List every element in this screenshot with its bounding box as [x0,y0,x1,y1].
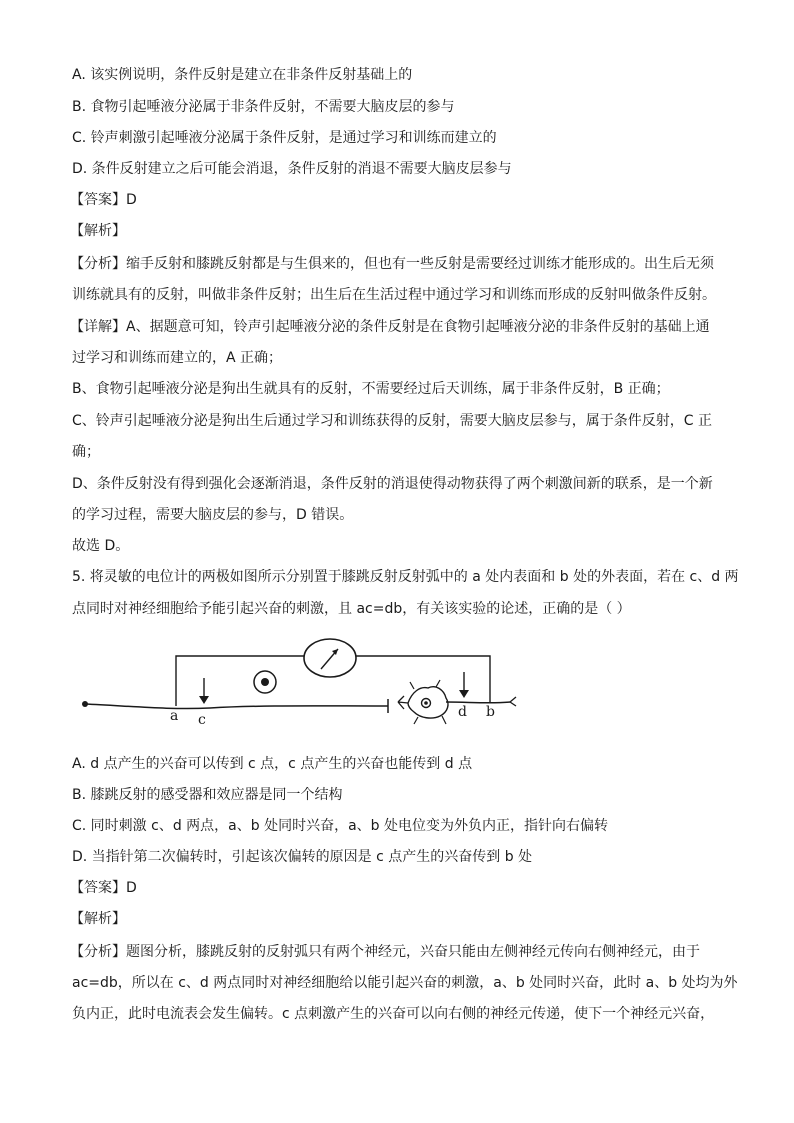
q5-analysis-line-2: ac=db，所以在 c、d 两点同时对神经细胞给以能引起兴奋的刺激，a、b 处同时兴奋，此时 a、b 处均为外 [72,975,738,991]
stimulus-arrow-d [459,672,469,698]
q5-answer: 【答案】D [70,880,137,896]
stimulus-arrow-c [199,678,209,704]
spinal-center-icon [254,671,276,693]
q5-stem-line-1: 5. 将灵敏的电位计的两极如图所示分别置于膝跳反射反射弧中的 a 处内表面和 b 处的外表面，若在 c、d 两 [72,569,739,585]
q5-stem-line-2: 点同时对神经细胞给予能引起兴奋的刺激，且 ac=db，有关该实验的论述，正确的是（ ） [72,601,631,617]
label-a: a [170,708,179,724]
label-d: d [458,704,467,720]
label-b: b [486,704,495,720]
q5-option-b: B. 膝跳反射的感受器和效应器是同一个结构 [72,787,343,803]
q5-option-c: C. 同时刺激 c、d 两点，a、b 处同时兴奋，a、b 处电位变为外负内正，指针向右偏转 [72,818,608,834]
q4-detail-line-4: C、铃声引起唾液分泌是狗出生后通过学习和训练获得的反射，需要大脑皮层参与，属于条件反射，C 正 [72,413,712,429]
q4-conclusion: 故选 D。 [72,538,130,554]
label-c: c [198,712,206,728]
q4-jiexi-heading: 【解析】 [70,223,126,239]
q5-analysis-line-1: 【分析】题图分析，膝跳反射的反射弧只有两个神经元，兴奋只能由左侧神经元传向右侧神经元，由于 [70,944,700,960]
q4-detail-line-7: 的学习过程，需要大脑皮层的参与，D 错误。 [72,507,354,523]
q4-option-a: A. 该实例说明，条件反射是建立在非条件反射基础上的 [72,67,413,83]
reflex-arc-figure [70,632,530,732]
sensory-neuron-fiber [82,699,388,713]
q4-detail-line-5: 确； [72,444,100,460]
q4-option-c: C. 铃声刺激引起唾液分泌属于条件反射，是通过学习和训练而建立的 [72,130,497,146]
q4-detail-line-6: D、条件反射没有得到强化会逐渐消退，条件反射的消退使得动物获得了两个刺激间新的联系，是一个新 [72,476,713,492]
q4-detail-line-1: 【详解】A、据题意可知，铃声引起唾液分泌的条件反射是在食物引起唾液分泌的非条件反射的基础上通 [70,319,710,335]
q4-answer: 【答案】D [70,192,137,208]
q5-option-a: A. d 点产生的兴奋可以传到 c 点，c 点产生的兴奋也能传到 d 点 [72,756,473,772]
q5-jiexi-heading: 【解析】 [70,911,126,927]
q5-option-d: D. 当指针第二次偏转时，引起该次偏转的原因是 c 点产生的兴奋传到 b 处 [72,849,533,865]
q4-analysis-line-2: 训练就具有的反射，叫做非条件反射；出生后在生活过程中通过学习和训练而形成的反射叫做条件反射。 [72,287,716,303]
q5-analysis-line-3: 负内正，此时电流表会发生偏转。c 点刺激产生的兴奋可以向右侧的神经元传递，使下一个神经元兴奋， [72,1006,715,1022]
galvanometer-icon [304,639,356,677]
q4-detail-line-3: B、食物引起唾液分泌是狗出生就具有的反射，不需要经过后天训练，属于非条件反射，B 正确； [72,381,670,397]
motor-neuron [398,680,516,724]
q4-option-d: D. 条件反射建立之后可能会消退，条件反射的消退不需要大脑皮层参与 [72,161,512,177]
q4-option-b: B. 食物引起唾液分泌属于非条件反射，不需要大脑皮层的参与 [72,99,455,115]
q4-detail-line-2: 过学习和训练而建立的，A 正确； [72,350,283,366]
q4-analysis-line-1: 【分析】缩手反射和膝跳反射都是与生俱来的，但也有一些反射是需要经过训练才能形成的。出生后无须 [70,256,714,272]
